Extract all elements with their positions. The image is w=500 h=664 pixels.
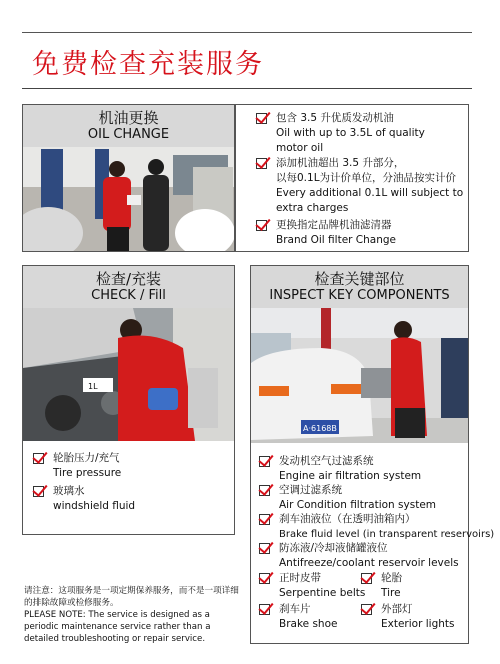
- checkbox-checked-icon: [259, 514, 270, 525]
- checkbox-checked-icon: [259, 485, 270, 496]
- oil-change-header: [23, 105, 234, 147]
- oil-item-1-en2: motor oil: [276, 142, 324, 154]
- checkbox-checked-icon: [256, 158, 267, 169]
- oil-item-2-cn2: 以每0.1L为计价单位，分油品按实计价: [276, 172, 457, 184]
- oil-item-2-cn: 添加机油超出 3.5 升部分，: [276, 157, 405, 169]
- checkbox-checked-icon: [259, 604, 270, 615]
- inspect-pair-1-right-cn: 轮胎: [381, 572, 402, 584]
- check-item-2-en: windshield fluid: [53, 500, 136, 512]
- checkbox-checked-icon: [33, 453, 44, 464]
- oil-change-details: [235, 104, 469, 252]
- oil-item-1-cn: 包含 3.5 升优质发动机油: [276, 112, 394, 124]
- plate-text: A·6168B: [303, 424, 337, 433]
- check-fill-header: [23, 266, 234, 308]
- check-fill-title-en: CHECK / Fill: [91, 288, 166, 303]
- oil-change-title-en: OIL CHANGE: [87, 127, 170, 142]
- oil-item-1-en1: Oil with up to 3.5L of quality: [276, 127, 425, 139]
- inspect-pair-2-right-en: Exterior lights: [381, 618, 455, 630]
- check-item-2-cn: 玻璃水: [53, 485, 85, 497]
- inspect-header: [251, 266, 468, 308]
- oil-change-photo: [23, 147, 234, 251]
- inspect-item-1-en: Engine air filtration system: [279, 470, 422, 482]
- checkbox-checked-icon: [256, 113, 267, 124]
- oil-change-title-cn: 机油更换: [98, 109, 159, 127]
- inspect-item-3-en: Brake fluid level (in transparent reservoirs): [279, 529, 495, 540]
- fluid-label: 1L: [88, 382, 98, 391]
- oil-item-2-en1: Every additional 0.1L will subject to: [276, 187, 464, 199]
- inspect-pair-2-left-en: Brake shoe: [279, 618, 338, 630]
- checkbox-checked-icon: [33, 486, 44, 497]
- oil-item-2-en2: extra charges: [276, 202, 349, 214]
- page-title: 免费检查充装服务: [32, 49, 264, 80]
- inspect-item-4-cn: 防冻液/冷却液储罐液位: [279, 542, 388, 554]
- inspect-item-1-cn: 发动机空气过滤系统: [279, 455, 374, 467]
- checkbox-checked-icon: [259, 456, 270, 467]
- inspect-pair-1-left-cn: 正时皮带: [279, 572, 321, 584]
- inspect-pair-1-left-en: Serpentine belts: [279, 587, 366, 599]
- inspect-item-3-cn: 刹车油液位（在透明油箱内）: [279, 513, 416, 525]
- title-underline: [22, 88, 472, 89]
- service-note: [24, 585, 244, 645]
- check-item-1-en: Tire pressure: [53, 467, 122, 479]
- checkbox-checked-icon: [259, 543, 270, 554]
- inspect-item-2-en: Air Condition filtration system: [279, 499, 437, 511]
- service-note-cn: 请注意：这项服务是一项定期保养服务，而不是一项详细的排除故障或检修服务。: [24, 586, 239, 608]
- checkbox-checked-icon: [259, 573, 270, 584]
- oil-item-3-en1: Brand Oil filter Change: [276, 234, 397, 246]
- inspect-panel: [250, 265, 495, 644]
- top-rule: [22, 32, 472, 33]
- inspect-pair-2-left-cn: 刹车片: [279, 603, 311, 615]
- service-note-en: PLEASE NOTE: The service is designed as a periodic maintenance service rather than a detailed troubleshooting or repair service.: [24, 610, 211, 644]
- checkbox-checked-icon: [361, 604, 372, 615]
- check-fill-panel: [22, 265, 235, 535]
- oil-item-3-cn: 更换指定品牌机油滤清器: [276, 219, 392, 231]
- inspect-title-en: INSPECT KEY COMPONENTS: [269, 288, 450, 303]
- check-fill-photo: [23, 308, 234, 441]
- inspect-pair-1-right-en: Tire: [381, 587, 401, 599]
- inspect-item-4-en: Antifreeze/coolant reservoir levels: [279, 557, 459, 569]
- checkbox-checked-icon: [361, 573, 372, 584]
- checkbox-checked-icon: [256, 220, 267, 231]
- inspect-item-2-cn: 空调过滤系统: [279, 484, 342, 496]
- oil-change-panel: [22, 104, 235, 252]
- inspect-pair-2-right-cn: 外部灯: [381, 603, 413, 615]
- inspect-title-cn: 检查关键部位: [314, 270, 405, 288]
- check-fill-title-cn: 检查/充装: [95, 270, 162, 288]
- inspect-photo: [251, 308, 468, 443]
- check-item-1-cn: 轮胎压力/充气: [53, 452, 120, 464]
